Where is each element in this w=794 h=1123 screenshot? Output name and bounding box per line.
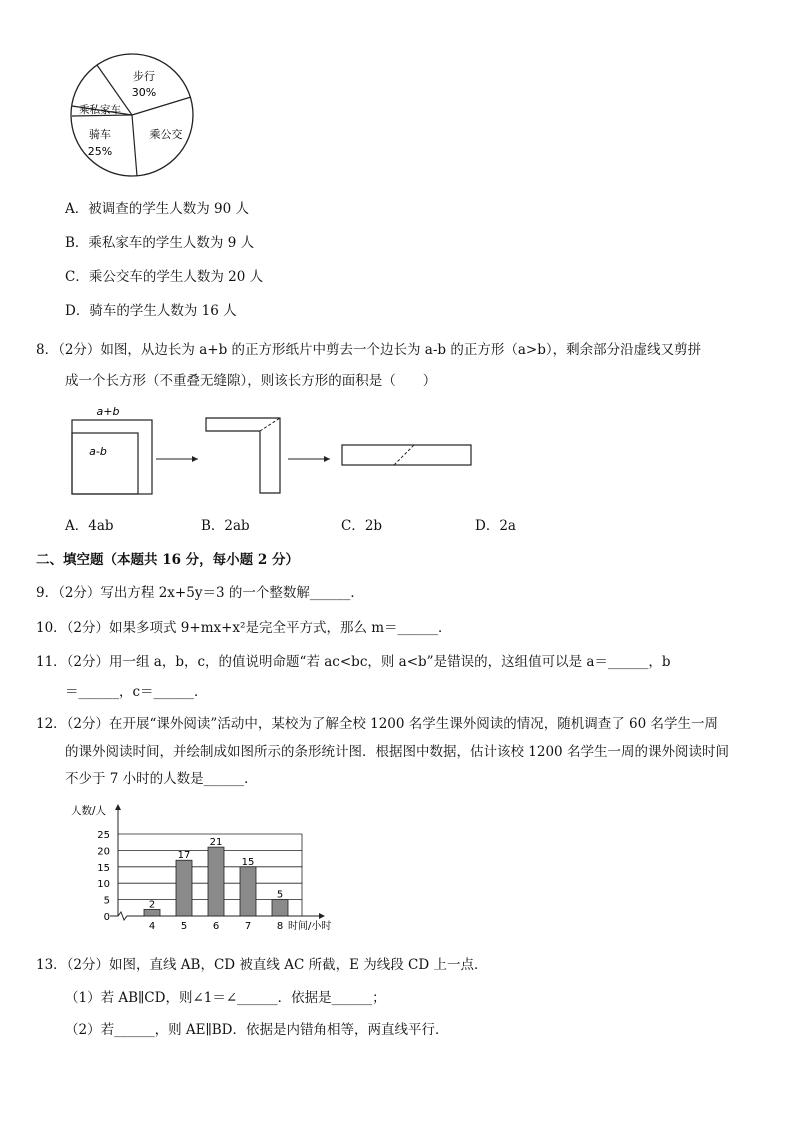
bar-value-label: 5 xyxy=(276,889,284,901)
q7-option-b: B．乘私家车的学生人数为 9 人 xyxy=(65,235,255,251)
q8-figure xyxy=(66,400,486,500)
section-2-title: 二、填空题（本题共 16 分，每小题 2 分） xyxy=(36,552,299,568)
x-tick-label: 6 xyxy=(212,921,220,932)
x-tick-label: 8 xyxy=(276,921,284,932)
q8-rectangle xyxy=(342,445,471,465)
pie-label-bus: 乘公交 xyxy=(149,128,183,141)
q8-rect-dashed xyxy=(394,445,414,465)
q11-line2: ＝______，c＝______． xyxy=(65,684,208,700)
q12-line2: 的课外阅读时间，并绘制成如图所示的条形统计图．根据图中数据，估计该校 1200 名学生一周的课外阅读时间 xyxy=(65,744,729,760)
y-tick-label: 0 xyxy=(103,912,110,923)
q8-outer-square xyxy=(72,420,152,494)
pie-label-bike-pct: 25% xyxy=(87,145,113,158)
y-tick-label: 20 xyxy=(97,846,110,858)
q13-part1: （1）若 AB∥CD，则∠1＝∠______．依据是______； xyxy=(65,990,386,1006)
bar-value-label: 15 xyxy=(241,856,255,868)
q8-option-d: D．2a xyxy=(475,518,516,534)
x-tick-label: 4 xyxy=(148,921,156,932)
q10-text: 10．（2分）如果多项式 9+mx+x²是完全平方式，那么 m＝______． xyxy=(36,620,452,636)
q12-line3: 不少于 7 小时的人数是______． xyxy=(65,771,258,787)
q8-option-b: B．2ab xyxy=(201,518,250,534)
q8-inner-label: a-b xyxy=(89,445,107,458)
q9-text: 9．（2分）写出方程 2x+5y＝3 的一个整数解______． xyxy=(36,585,364,601)
bar-value-label: 17 xyxy=(177,850,191,862)
bar xyxy=(176,860,192,916)
pie-chart xyxy=(60,50,210,180)
q8-stem-line1: 8．（2分）如图，从边长为 a+b 的正方形纸片中剪去一个边长为 a-b 的正方形（a>b），剩余部分沿虚线又剪拼 xyxy=(36,342,702,358)
pie-label-private-car: 乘私家车 xyxy=(79,104,121,116)
chart-xlabel: 时间/小时 xyxy=(288,921,332,932)
y-tick-label: 10 xyxy=(97,879,110,891)
y-axis-arrow xyxy=(115,804,121,810)
q7-option-c: C．乘公交车的学生人数为 20 人 xyxy=(65,269,264,285)
bar-value-label: 21 xyxy=(209,837,223,849)
y-tick-label: 25 xyxy=(97,830,110,841)
pie-label-walk: 步行 xyxy=(133,70,155,83)
y-tick-label: 5 xyxy=(103,895,110,907)
bar xyxy=(240,867,256,916)
q8-option-a: A．4ab xyxy=(65,518,114,534)
q8-cut-line xyxy=(260,418,280,431)
q7-option-a: A．被调查的学生人数为 90 人 xyxy=(65,201,250,217)
q13-stem: 13．（2分）如图，直线 AB，CD 被直线 AC 所截，E 为线段 CD 上一点． xyxy=(36,957,488,973)
bar xyxy=(208,847,224,916)
x-axis-arrow xyxy=(319,913,325,919)
q7-option-d: D．骑车的学生人数为 16 人 xyxy=(65,303,237,319)
x-tick-label: 7 xyxy=(244,921,252,932)
q8-arrow-2-head xyxy=(324,456,330,462)
q11-line1: 11．（2分）用一组 a，b，c，的值说明命题“若 ac<bc，则 a<b”是错误的，这组值可以是 a＝______，b xyxy=(36,654,671,670)
q8-inner-square xyxy=(72,433,138,494)
q8-stem-line2: 成一个长方形（不重叠无缝隙），则该长方形的面积是（ ） xyxy=(65,373,437,389)
pie-label-bike: 骑车 xyxy=(89,128,111,141)
q8-option-c: C．2b xyxy=(341,518,383,534)
bar xyxy=(272,900,288,916)
bar-value-label: 2 xyxy=(148,899,156,911)
q12-line1: 12．（2分）在开展“课外阅读”活动中，某校为了解全校 1200 名学生课外阅读的情况，随机调查了 60 名学生一周 xyxy=(36,716,719,732)
x-tick-label: 5 xyxy=(180,921,188,932)
y-tick-label: 15 xyxy=(97,862,110,874)
chart-ylabel: 人数/人 xyxy=(71,805,107,817)
q13-part2: （2）若______，则 AE∥BD．依据是内错角相等，两直线平行． xyxy=(65,1022,449,1038)
pie-label-walk-pct: 30% xyxy=(131,86,157,99)
bar-chart xyxy=(66,800,366,935)
q8-l-shape xyxy=(206,418,280,493)
q8-arrow-1-head xyxy=(192,456,198,462)
q8-outer-label: a+b xyxy=(96,405,120,418)
